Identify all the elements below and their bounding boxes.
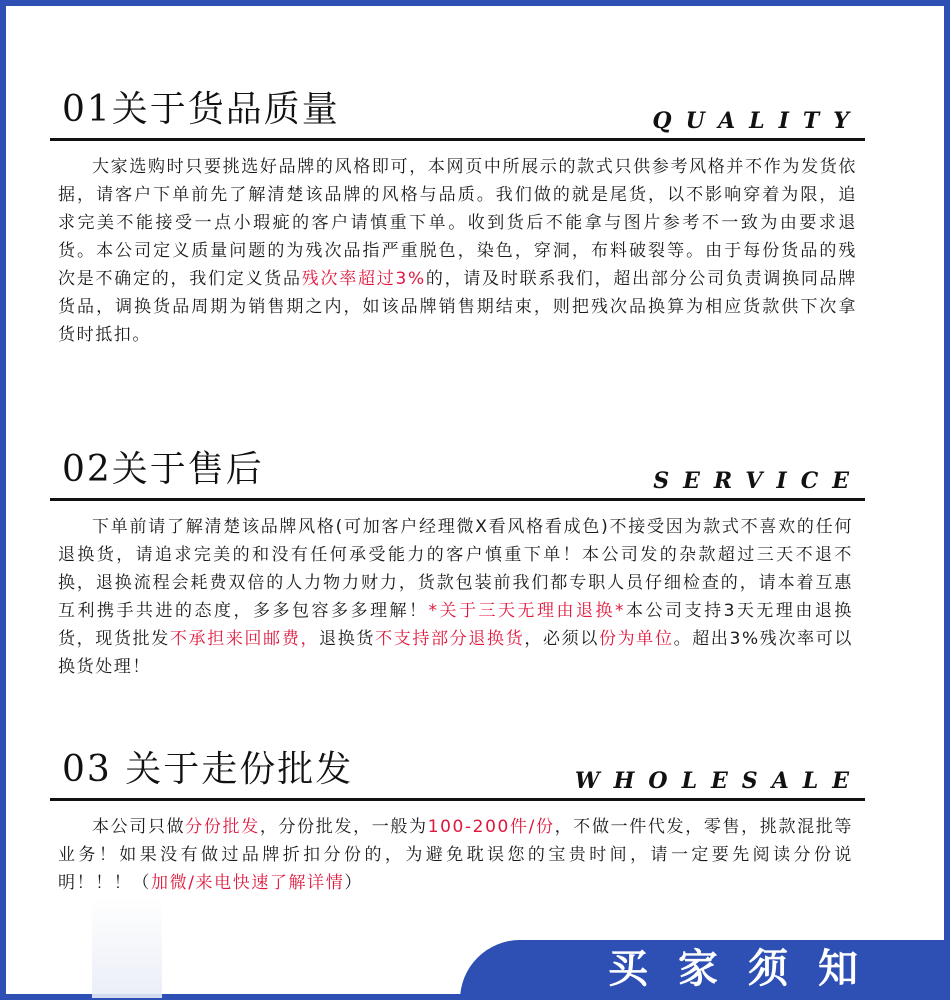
section-body — [50, 813, 865, 897]
text-segment: 本公司只做 — [92, 817, 186, 837]
section-english-title: QUALITY — [652, 108, 863, 134]
text-segment: 的，请及时联系我们，超出部分公司负责调换同品牌货品，调换货品周期为销售期之内，如该品牌销售期结束，则把残次品换算为相应货款供下次拿货时抵扣。 — [58, 269, 857, 345]
highlight-text: 残次率超过3% — [301, 269, 426, 289]
section-paragraph — [58, 153, 857, 349]
highlight-text: 不承担来回邮费， — [169, 629, 320, 649]
footer-title: 买家须知 — [608, 945, 888, 992]
section-header — [50, 88, 865, 138]
highlight-text: *关于三天无理由退换* — [428, 601, 626, 621]
section-title: 03 关于走份批发 — [62, 749, 354, 790]
text-segment: 本公司支持3天无理由退换货，现货批发 — [58, 601, 853, 649]
highlight-text: 分份批发 — [185, 817, 260, 837]
section-title: 02关于售后 — [62, 449, 264, 490]
highlight-text: 不支持部分退换货 — [375, 629, 525, 649]
section-paragraph — [58, 513, 853, 681]
highlight-text: 100-200件/份 — [427, 817, 555, 837]
text-segment: 下单前请了解清楚该品牌风格(可加客户经理微X看风格看成色)不接受因为款式不喜欢的任何退换货，请追求完美的和没有任何承受能力的客户慎重下单！本公司发的杂款超过三天不退不换，退换流程会耗费双倍的人力物力财力，货款包装前我们都专职人员仔细检查的，请本着互惠互利携手共进的态度，多多包容多多理解！ — [58, 517, 853, 621]
section-wholesale — [50, 748, 865, 897]
text-segment: 大家选购时只要挑选好品牌的风格即可，本网页中所展示的款式只供参考风格并不作为发货依据，请客户下单前先了解清楚该品牌的风格与品质。我们做的就是尾货，以不影响穿着为限，追求完美不能接受一点小瑕疵的客户请慎重下单。收到货后不能拿与图片参考不一致为由要求退货。本公司定义质量问题的为残次品指严重脱色，染色，穿洞，布料破裂等。由于每份货品的残次是不确定的，我们定义货品 — [58, 157, 857, 289]
section-divider — [50, 498, 865, 501]
text-segment: ，分份批发，一般为 — [259, 817, 428, 837]
text-segment: ） — [344, 873, 363, 893]
section-english-title: WHOLESALE — [574, 768, 863, 794]
section-header — [50, 748, 865, 798]
section-body — [50, 513, 865, 681]
text-segment: ，不做一件代发，零售，挑款混批等业务！如果没有做过品牌折扣分份的，为避免耽误您的宝贵时间，请一定要先阅读分份说明！！！（ — [58, 817, 853, 893]
text-segment: 。超出3%残次率可以换货处理！ — [58, 629, 853, 677]
highlight-text: 份为单位 — [598, 629, 674, 649]
section-title: 01关于货品质量 — [62, 89, 340, 130]
section-body — [50, 153, 865, 349]
text-segment: ，必须以 — [524, 629, 599, 649]
section-paragraph — [58, 813, 853, 897]
section-header — [50, 448, 865, 498]
section-quality — [50, 88, 865, 349]
text-segment: 退换货 — [319, 629, 376, 649]
highlight-text: 加微/来电快速了解详情 — [151, 873, 345, 893]
section-divider — [50, 798, 865, 801]
footer-band — [0, 940, 950, 1000]
section-service — [50, 448, 865, 681]
section-divider — [50, 138, 865, 141]
section-english-title: SERVICE — [653, 468, 863, 494]
